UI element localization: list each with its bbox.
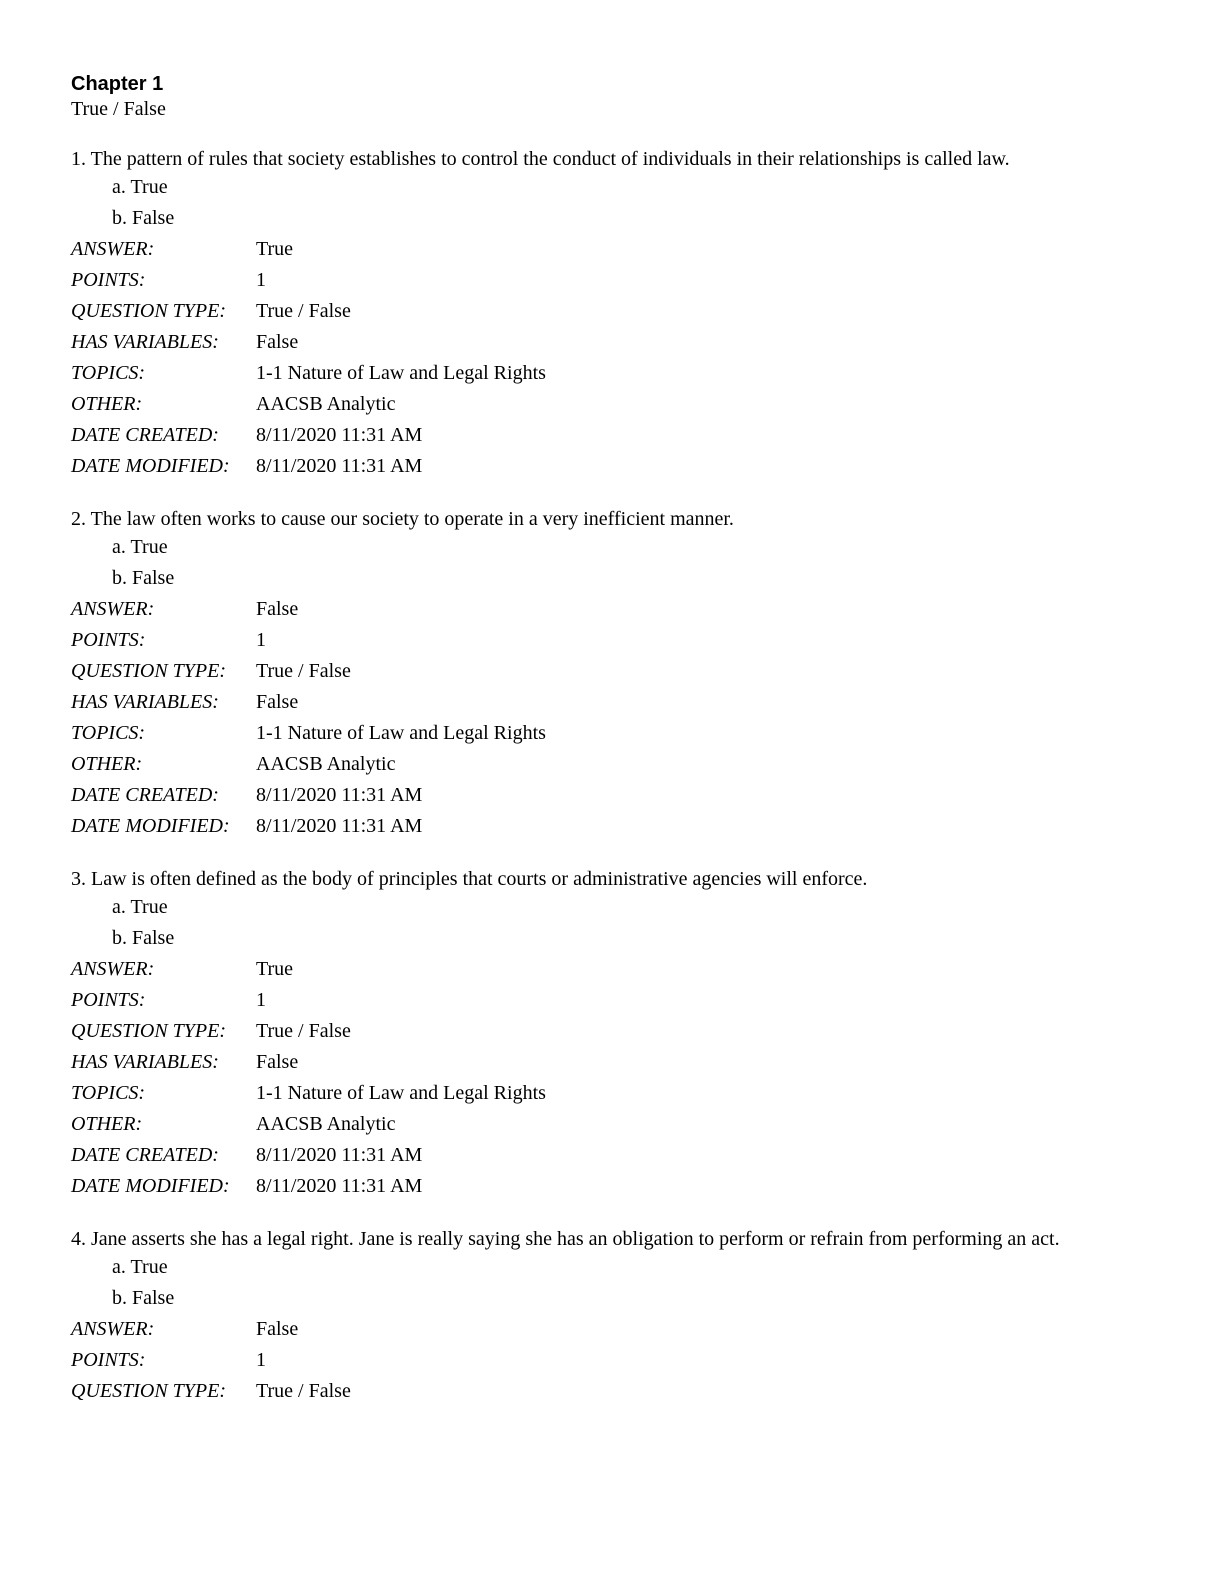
meta-row-points xyxy=(71,625,546,656)
option-b: b. False xyxy=(112,927,175,949)
meta-row-question-type xyxy=(71,296,546,327)
answer-options xyxy=(71,172,1151,234)
answer-label: ANSWER: xyxy=(71,958,155,980)
meta-row-has-variables xyxy=(71,687,546,718)
meta-row-question-type xyxy=(71,1376,351,1407)
meta-row-question-type xyxy=(71,1016,546,1047)
question-metadata xyxy=(71,954,546,1202)
option-b: b. False xyxy=(112,207,175,229)
question-stem: 2. The law often works to cause our society to operate in a very inefficient manner. xyxy=(71,508,734,530)
meta-row-other xyxy=(71,749,546,780)
has-variables-label: HAS VARIABLES: xyxy=(71,691,219,713)
date-created-label: DATE CREATED: xyxy=(71,424,219,446)
answer-value: True xyxy=(256,958,294,980)
date-modified-value: 8/11/2020 11:31 AM xyxy=(256,815,423,837)
answer-value: False xyxy=(256,1318,299,1340)
other-value: AACSB Analytic xyxy=(256,753,396,775)
date-created-value: 8/11/2020 11:31 AM xyxy=(256,1144,423,1166)
question-type-label: QUESTION TYPE: xyxy=(71,300,227,322)
meta-row-topics xyxy=(71,718,546,749)
question-2 xyxy=(71,506,1151,842)
option-a: a. True xyxy=(112,176,168,198)
option-b: b. False xyxy=(112,1287,175,1309)
meta-row-answer xyxy=(71,234,546,265)
meta-row-date-modified xyxy=(71,1171,546,1202)
points-value: 1 xyxy=(256,269,266,291)
points-value: 1 xyxy=(256,1349,266,1371)
other-label: OTHER: xyxy=(71,1113,143,1135)
question-type-label: QUESTION TYPE: xyxy=(71,660,227,682)
meta-row-topics xyxy=(71,1078,546,1109)
date-modified-value: 8/11/2020 11:31 AM xyxy=(256,1175,423,1197)
section-subtitle: True / False xyxy=(71,98,166,120)
answer-value: False xyxy=(256,598,299,620)
has-variables-value: False xyxy=(256,1051,299,1073)
option-a: a. True xyxy=(112,896,168,918)
topics-value: 1-1 Nature of Law and Legal Rights xyxy=(256,1082,546,1104)
other-value: AACSB Analytic xyxy=(256,1113,396,1135)
meta-row-points xyxy=(71,265,546,296)
points-value: 1 xyxy=(256,989,266,1011)
points-value: 1 xyxy=(256,629,266,651)
has-variables-label: HAS VARIABLES: xyxy=(71,331,219,353)
meta-row-topics xyxy=(71,358,546,389)
meta-row-has-variables xyxy=(71,327,546,358)
question-metadata xyxy=(71,234,546,482)
answer-options xyxy=(71,892,1151,954)
other-label: OTHER: xyxy=(71,393,143,415)
meta-row-date-modified xyxy=(71,451,546,482)
points-label: POINTS: xyxy=(71,989,146,1011)
topics-label: TOPICS: xyxy=(71,1082,146,1104)
has-variables-value: False xyxy=(256,691,299,713)
question-type-value: True / False xyxy=(256,1020,351,1042)
question-type-value: True / False xyxy=(256,1380,351,1402)
meta-row-has-variables xyxy=(71,1047,546,1078)
meta-row-date-created xyxy=(71,1140,546,1171)
answer-options xyxy=(71,1252,1151,1314)
date-modified-label: DATE MODIFIED: xyxy=(71,815,230,837)
other-value: AACSB Analytic xyxy=(256,393,396,415)
option-a: a. True xyxy=(112,1256,168,1278)
question-3 xyxy=(71,866,1151,1202)
question-type-value: True / False xyxy=(256,300,351,322)
meta-row-answer xyxy=(71,1314,351,1345)
answer-options xyxy=(71,532,1151,594)
question-1 xyxy=(71,146,1151,482)
topics-value: 1-1 Nature of Law and Legal Rights xyxy=(256,722,546,744)
topics-label: TOPICS: xyxy=(71,362,146,384)
question-4 xyxy=(71,1226,1151,1407)
question-stem: 4. Jane asserts she has a legal right. Jane is really saying she has an obligation to perform or refrain from performing an act. xyxy=(71,1228,1060,1250)
date-created-value: 8/11/2020 11:31 AM xyxy=(256,784,423,806)
question-type-value: True / False xyxy=(256,660,351,682)
chapter-title: Chapter 1 xyxy=(71,73,164,95)
points-label: POINTS: xyxy=(71,1349,146,1371)
date-modified-label: DATE MODIFIED: xyxy=(71,1175,230,1197)
date-created-label: DATE CREATED: xyxy=(71,784,219,806)
meta-row-points xyxy=(71,1345,351,1376)
meta-row-date-created xyxy=(71,780,546,811)
points-label: POINTS: xyxy=(71,269,146,291)
meta-row-question-type xyxy=(71,656,546,687)
meta-row-other xyxy=(71,389,546,420)
meta-row-points xyxy=(71,985,546,1016)
meta-row-answer xyxy=(71,594,546,625)
date-modified-label: DATE MODIFIED: xyxy=(71,455,230,477)
question-metadata xyxy=(71,594,546,842)
answer-value: True xyxy=(256,238,294,260)
points-label: POINTS: xyxy=(71,629,146,651)
meta-row-date-created xyxy=(71,420,546,451)
date-modified-value: 8/11/2020 11:31 AM xyxy=(256,455,423,477)
option-b: b. False xyxy=(112,567,175,589)
topics-label: TOPICS: xyxy=(71,722,146,744)
question-type-label: QUESTION TYPE: xyxy=(71,1380,227,1402)
topics-value: 1-1 Nature of Law and Legal Rights xyxy=(256,362,546,384)
document-page xyxy=(71,72,1151,1431)
other-label: OTHER: xyxy=(71,753,143,775)
answer-label: ANSWER: xyxy=(71,238,155,260)
meta-row-answer xyxy=(71,954,546,985)
meta-row-other xyxy=(71,1109,546,1140)
question-stem: 1. The pattern of rules that society establishes to control the conduct of individuals in their relationships is called law. xyxy=(71,148,1010,170)
has-variables-value: False xyxy=(256,331,299,353)
option-a: a. True xyxy=(112,536,168,558)
answer-label: ANSWER: xyxy=(71,1318,155,1340)
meta-row-date-modified xyxy=(71,811,546,842)
question-type-label: QUESTION TYPE: xyxy=(71,1020,227,1042)
date-created-label: DATE CREATED: xyxy=(71,1144,219,1166)
answer-label: ANSWER: xyxy=(71,598,155,620)
question-metadata xyxy=(71,1314,351,1407)
has-variables-label: HAS VARIABLES: xyxy=(71,1051,219,1073)
date-created-value: 8/11/2020 11:31 AM xyxy=(256,424,423,446)
question-stem: 3. Law is often defined as the body of principles that courts or administrative agencies will enforce. xyxy=(71,868,868,890)
